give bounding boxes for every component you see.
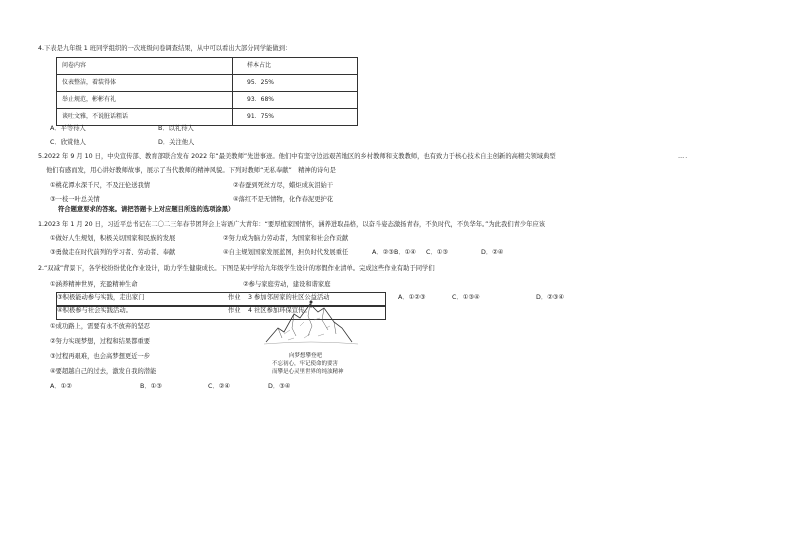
q5-stem-line2: 他们有感而发，用心讲好教师故事，展示了当代教师的精神风貌。下列对教师“无私奉献” 精神的诗句是 <box>46 167 336 174</box>
q5-stem: 5.2022 年 9 月 10 日，中央宣传部、教育部联合发布 2022 年“最美教师”先进事迹。他们中有坚守边远艰苦地区的乡村教师和支教教师，也有致力于核心技术自主创新的高精尖领域典型 <box>38 153 556 160</box>
q1-option-d: D．②④ <box>481 249 504 256</box>
illustration-caption-3: 而攀是心灵里世界的纯浊精神 <box>272 369 344 375</box>
q5-option-2: ②春蚕到死丝方尽，蜡炬成灰泪始干 <box>233 182 334 189</box>
q3-item-3: ③过程再艰难，也会高梦想更近一步 <box>50 353 151 360</box>
section-note: 符合题意要求的答案。请把答题卡上对应题目所选的选项涂黑） <box>58 206 235 213</box>
q2-option-2: ②参与家庭劳动，建设和谐家庭 <box>243 281 331 288</box>
q1-item-3: ③勇做走在时代前列的学习者、劳动者、奉献 <box>50 249 176 256</box>
q4-option-b: B．以礼待人 <box>158 125 194 132</box>
q3-option-a: A．①② <box>50 383 72 390</box>
q1-option-a: A．②③ <box>372 249 394 256</box>
q1-item-1: ①做好人生规划，积极关切国家和民族的发展 <box>50 235 176 242</box>
homework-label-4: 作业 <box>228 307 241 314</box>
illustration-caption-2: 不忘初心，牢记使命的要害 <box>272 361 339 367</box>
table-cell: 95．25% <box>233 75 358 92</box>
q5-option-3: ③一枝一叶总关情 <box>50 196 100 203</box>
table-cell: 谈吐文雅，不说脏话粗话 <box>57 109 233 126</box>
q1-option-c: C．①③ <box>426 249 448 256</box>
q2-option-1: ①涵养精神世界，充盈精神生命 <box>50 281 138 288</box>
table-header-cell: 样本占比 <box>233 58 358 75</box>
table-row <box>57 75 358 92</box>
q2-option-4: ④积极参与社会实践活动。 <box>57 307 132 314</box>
q4-stem: 4.下表是九年级 1 班同学组织的一次班级问卷调查结果，从中可以看出大部分同学能做到： <box>38 45 292 52</box>
mountain-climber-illustration <box>264 298 358 356</box>
q3-item-2: ②努力实现梦想，过程和结果都重要 <box>50 338 151 345</box>
q4-option-c: C．欣赏他人 <box>50 139 86 146</box>
q4-option-d: D．关注他人 <box>158 139 195 146</box>
q2-option-3: ③积极能动参与实践，走出家门 <box>57 294 145 301</box>
q3-option-b: B．①③ <box>140 383 162 390</box>
illustration-caption-1: 向梦想攀登吧 <box>289 353 323 359</box>
table-row <box>57 92 358 109</box>
q1-item-2: ②努力成为脑力劳动者，为国家和社会作贡献 <box>223 235 349 242</box>
table-cell: 91．75% <box>233 109 358 126</box>
q5-option-1: ①桃花潭水深千尺，不及汪伦送我情 <box>50 182 151 189</box>
q3-option-d: D．③④ <box>268 383 291 390</box>
homework-item-3: 3 参加邻居家的社区公益活动 <box>248 294 330 301</box>
q5-option-4: ④落红不是无情物，化作春泥更护花 <box>233 196 334 203</box>
q5-ellipsis: …． <box>678 153 693 160</box>
q2-choice-d: D．②③④ <box>536 294 565 301</box>
q3-item-1: ①成功路上，需要有永不放弃的坚忍 <box>50 323 151 330</box>
survey-table <box>56 57 358 126</box>
table-cell: 93．68% <box>233 92 358 109</box>
q1-option-b: B．①④ <box>394 249 416 256</box>
q3-option-c: C．②④ <box>208 383 230 390</box>
table-cell: 举止规范，彬彬有礼 <box>57 92 233 109</box>
homework-label-3: 作业 <box>228 294 241 301</box>
q1-item-4: ④自主规划国家发展蓝图，担负时代发展重任 <box>223 249 349 256</box>
table-row <box>57 109 358 126</box>
table-header-cell: 问卷内容 <box>57 58 233 75</box>
q2-stem: 2.“双减”背景下，各学校纷纷优化作业设计，助力学生健康成长。下图是某中学给九年级学生设计的寒假作业清单。完成这些作业有助于同学们 <box>38 265 435 272</box>
q2-choice-a: A．①②③ <box>398 294 426 301</box>
q4-option-a: A．平等待人 <box>50 125 86 132</box>
homework-item-4: 4 社区参加环保宣传。 <box>248 307 311 314</box>
q2-choice-c: C．①③④ <box>452 294 480 301</box>
q1-stem: 1.2023 年 1 月 20 日，习近平总书记在二〇二三年春节团拜会上寄语广大青年：“要厚植家国情怀，涵养进取品格，以奋斗姿态激扬青春，不负时代，不负华年。”为此我们青少年应该 <box>38 221 546 228</box>
q3-item-4: ④要超越自己的过去，激发自我的潜能 <box>50 368 157 375</box>
table-cell: 仪表整洁，着装得体 <box>57 75 233 92</box>
table-header-row <box>57 58 358 75</box>
